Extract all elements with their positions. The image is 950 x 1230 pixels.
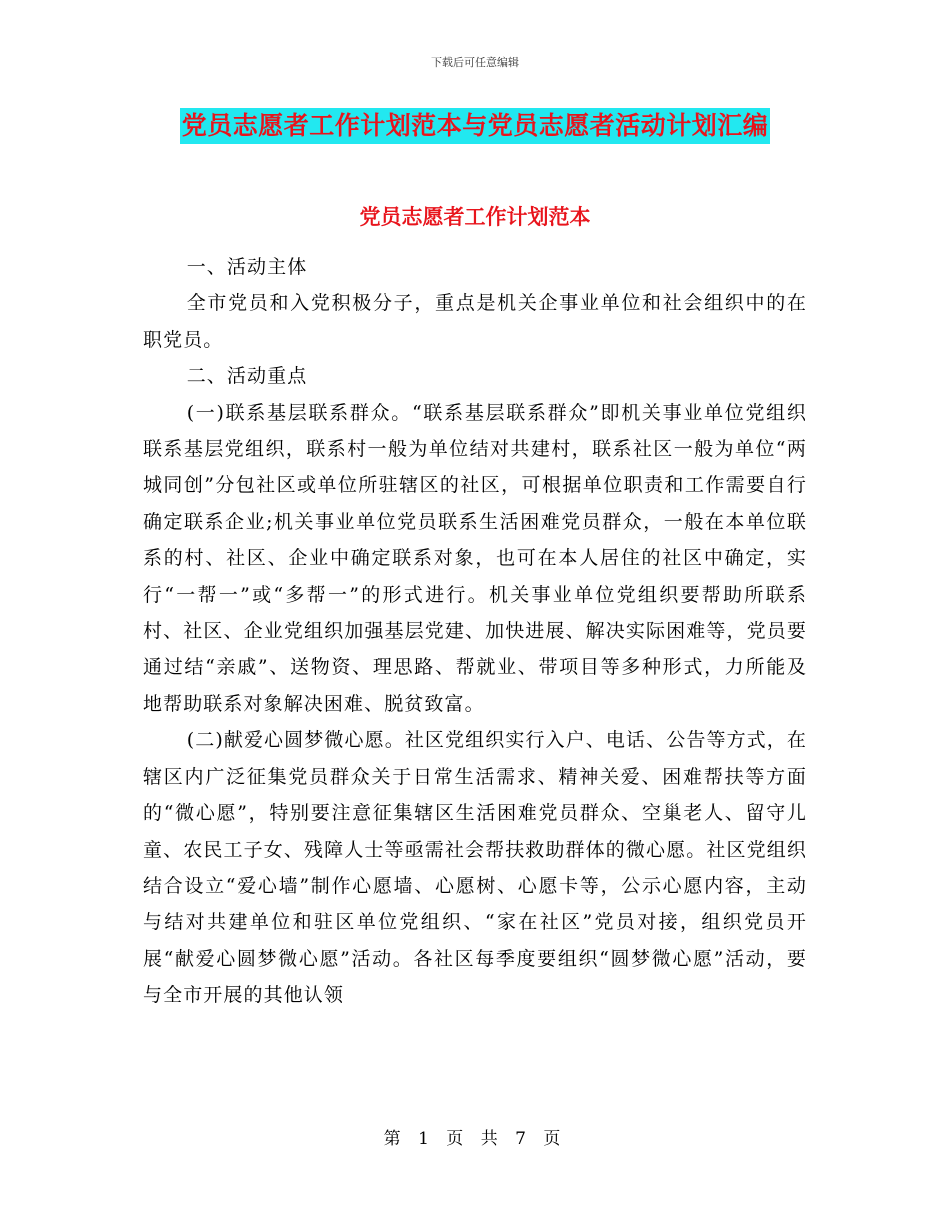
paragraph-heading-2: 二、活动重点	[186, 365, 308, 388]
paragraph-2: (一)联系基层联系群众。“联系基层联系群众”即机关事业单位党组织联系基层党组织，联系村一般为单位结对共建村，联系社区一般为单位“两城同创”分包社区或单位所驻辖区的社区，可根据单位职责和工作需要自行确定联系企业;机关事业单位党员联系生活困难党员群众，一般在本单位联系的村、社区、企业中确定联系对象，也可在本人居住的社区中确定，实行“一帮一”或“多帮一”的形式进行。机关事业单位党组织要帮助所联系村、社区、企业党组织加强基层党建、加快进展、解决实际困难等，党员要通过结“亲戚”、送物资、理思路、帮就业、带项目等多种形式，力所能及地帮助联系对象解决困难、脱贫致富。	[143, 401, 807, 715]
main-title: 党员志愿者工作计划范本与党员志愿者活动计划汇编	[180, 108, 771, 144]
header-note: 下载后可任意编辑	[431, 56, 519, 69]
paragraph-1: 全市党员和入党积极分子，重点是机关企事业单位和社会组织中的在职党员。	[143, 292, 807, 351]
main-title-container	[0, 108, 950, 144]
document-body	[143, 249, 807, 1014]
paragraph-heading-1: 一、活动主体	[186, 256, 308, 278]
page-number-footer: 第 1 页 共 7 页	[383, 1129, 567, 1149]
paragraph-3: (二)献爱心圆梦微心愿。社区党组织实行入户、电话、公告等方式，在辖区内广泛征集党员群众关于日常生活需求、精神关爱、困难帮扶等方面的“微心愿”，特别要注意征集辖区生活困难党员群众、空巢老人、留守儿童、农民工子女、残障人士等亟需社会帮扶救助群体的微心愿。社区党组织结合设立“爱心墙”制作心愿墙、心愿树、心愿卡等，公示心愿内容，主动与结对共建单位和驻区单位党组织、“家在社区”党员对接，组织党员开展“献爱心圆梦微心愿”活动。各社区每季度要组织“圆梦微心愿”活动，要与全市开展的其他认领	[143, 729, 807, 1007]
section-title: 党员志愿者工作计划范本	[359, 204, 591, 229]
